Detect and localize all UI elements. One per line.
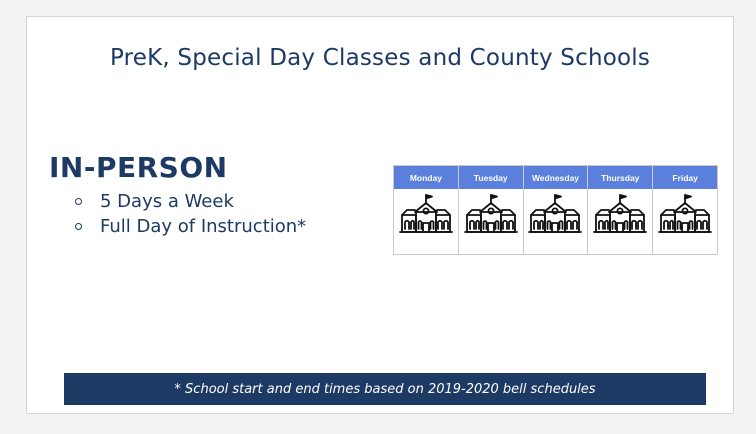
bullet-list (75, 189, 306, 239)
bullet-text: Full Day of Instruction* (100, 216, 307, 237)
day-header: Friday (653, 166, 717, 189)
slide (26, 16, 734, 414)
bullet-circle-icon (75, 198, 82, 205)
bullet-circle-icon (75, 223, 82, 230)
day-header: Monday (394, 166, 458, 189)
slide-title: PreK, Special Day Classes and County Schools (109, 45, 651, 71)
weekly-calendar (393, 165, 718, 255)
day-column-thursday (588, 166, 653, 254)
bullet-item (75, 214, 306, 239)
school-building-icon (658, 193, 712, 235)
bullet-item (75, 189, 306, 214)
day-column-tuesday (459, 166, 524, 254)
day-column-wednesday (524, 166, 589, 254)
footer-note: * School start and end times based on 2019-2020 bell schedules (64, 373, 706, 405)
school-building-icon (464, 193, 518, 235)
school-building-icon (528, 193, 582, 235)
school-building-icon (593, 193, 647, 235)
day-column-friday (653, 166, 717, 254)
day-header: Thursday (588, 166, 652, 189)
school-building-icon (399, 193, 453, 235)
day-header: Wednesday (524, 166, 588, 189)
day-header: Tuesday (459, 166, 523, 189)
in-person-heading: IN-PERSON (49, 151, 228, 184)
bullet-text: 5 Days a Week (100, 191, 234, 212)
day-column-monday (394, 166, 459, 254)
